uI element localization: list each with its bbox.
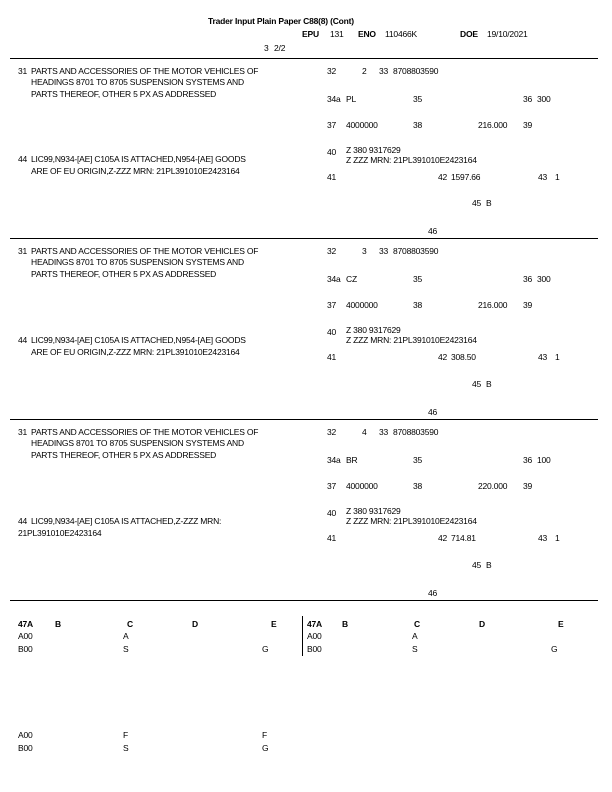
description-line: PARTS AND ACCESSORIES OF THE MOTOR VEHICLES OF — [31, 427, 259, 437]
box-45-value: B — [486, 198, 492, 208]
procedure-code: 4000000 — [346, 120, 378, 130]
page-box-number: 3 — [264, 43, 269, 53]
box-36-label: 36 — [523, 94, 533, 104]
column-e-header: E — [271, 619, 277, 629]
box-47-separator — [302, 616, 303, 656]
preference-code: 100 — [537, 455, 551, 465]
box-37-label: 37 — [327, 300, 337, 310]
description-line: PARTS THEREOF, OTHER 5 PX AS ADDRESSED — [31, 450, 217, 460]
box-45-value: B — [486, 560, 492, 570]
additional-info-line: LIC99,N934-[AE] C105A IS ATTACHED,N954-[AE] GOODS — [31, 154, 246, 164]
box-39-label: 39 — [523, 481, 533, 491]
additional-info-line: ARE OF EU ORIGIN,Z-ZZZ MRN: 21PL391010E2423164 — [31, 347, 240, 357]
previous-document: Z 380 9317629 — [346, 325, 401, 335]
header-divider — [10, 58, 598, 59]
box-42-label: 42 — [438, 533, 448, 543]
tax-type-code: A00 — [307, 631, 322, 641]
tax-column-e: G — [262, 644, 269, 654]
box-44-number: 44 — [18, 516, 28, 526]
country-of-origin: BR — [346, 455, 358, 465]
commodity-code: 8708803590 — [393, 427, 439, 437]
box-45-label: 45 — [472, 379, 482, 389]
tax-column-c: S — [123, 644, 129, 654]
description-line: HEADINGS 8701 TO 8705 SUSPENSION SYSTEMS AND — [31, 438, 244, 448]
additional-info-line: LIC99,N934-[AE] C105A IS ATTACHED,N954-[AE] GOODS — [31, 335, 246, 345]
item-number: 3 — [362, 246, 367, 256]
valuation-method: 1 — [555, 352, 560, 362]
form-title: Trader Input Plain Paper C88(8) (Cont) — [208, 16, 354, 26]
eno-value: 110466K — [385, 29, 418, 39]
country-of-origin: CZ — [346, 274, 357, 284]
box-35-label: 35 — [413, 94, 423, 104]
column-e-header: E — [558, 619, 564, 629]
box-40-label: 40 — [327, 327, 337, 337]
box-37-label: 37 — [327, 481, 337, 491]
valuation-method: 1 — [555, 172, 560, 182]
box-41-label: 41 — [327, 533, 337, 543]
commodity-code: 8708803590 — [393, 246, 439, 256]
item-price: 714.81 — [451, 533, 476, 543]
box-38-label: 38 — [413, 120, 423, 130]
tax-column-c: A — [123, 631, 129, 641]
description-line: HEADINGS 8701 TO 8705 SUSPENSION SYSTEMS AND — [31, 257, 244, 267]
tax-type-code: A00 — [18, 730, 33, 740]
tax-type-code: B00 — [18, 743, 33, 753]
box-31-number: 31 — [18, 427, 28, 437]
box-37-label: 37 — [327, 120, 337, 130]
doe-value: 19/10/2021 — [487, 29, 528, 39]
box-32-label: 32 — [327, 427, 337, 437]
item-number: 4 — [362, 427, 367, 437]
box-47a-label: 47A — [307, 619, 322, 629]
tax-column-e: F — [262, 730, 267, 740]
box-43-label: 43 — [538, 352, 548, 362]
procedure-code: 4000000 — [346, 300, 378, 310]
item-number: 2 — [362, 66, 367, 76]
epu-label: EPU — [302, 29, 319, 39]
box-32-label: 32 — [327, 246, 337, 256]
box-44-number: 44 — [18, 335, 28, 345]
description-line: PARTS THEREOF, OTHER 5 PX AS ADDRESSED — [31, 89, 217, 99]
column-c-header: C — [127, 619, 133, 629]
box-34a-label: 34a — [327, 94, 341, 104]
net-mass: 216.000 — [478, 120, 508, 130]
tax-type-code: B00 — [18, 644, 33, 654]
page-of: 2/2 — [274, 43, 286, 53]
box-46-label: 46 — [428, 588, 438, 598]
box-42-label: 42 — [438, 172, 448, 182]
box-35-label: 35 — [413, 455, 423, 465]
description-line: PARTS THEREOF, OTHER 5 PX AS ADDRESSED — [31, 269, 217, 279]
column-b-header: B — [342, 619, 348, 629]
column-d-header: D — [192, 619, 198, 629]
box-40-label: 40 — [327, 508, 337, 518]
box-36-label: 36 — [523, 455, 533, 465]
preference-code: 300 — [537, 274, 551, 284]
item-divider — [10, 600, 598, 601]
box-36-label: 36 — [523, 274, 533, 284]
box-45-label: 45 — [472, 198, 482, 208]
box-45-value: B — [486, 379, 492, 389]
procedure-code: 4000000 — [346, 481, 378, 491]
box-39-label: 39 — [523, 120, 533, 130]
box-47a-label: 47A — [18, 619, 33, 629]
tax-type-code: B00 — [307, 644, 322, 654]
box-46-label: 46 — [428, 407, 438, 417]
box-34a-label: 34a — [327, 274, 341, 284]
previous-document: Z ZZZ MRN: 21PL391010E2423164 — [346, 516, 477, 526]
tax-column-c: A — [412, 631, 418, 641]
item-divider — [10, 238, 598, 239]
additional-info-line: ARE OF EU ORIGIN,Z-ZZZ MRN: 21PL391010E2423164 — [31, 166, 240, 176]
tax-type-code: A00 — [18, 631, 33, 641]
box-44-number: 44 — [18, 154, 28, 164]
additional-info-line: LIC99,N934-[AE] C105A IS ATTACHED,Z-ZZZ MRN: — [31, 516, 222, 526]
country-of-origin: PL — [346, 94, 356, 104]
valuation-method: 1 — [555, 533, 560, 543]
box-41-label: 41 — [327, 352, 337, 362]
net-mass: 220.000 — [478, 481, 508, 491]
box-33-label: 33 — [379, 427, 389, 437]
box-43-label: 43 — [538, 533, 548, 543]
box-43-label: 43 — [538, 172, 548, 182]
box-39-label: 39 — [523, 300, 533, 310]
box-31-number: 31 — [18, 66, 28, 76]
box-38-label: 38 — [413, 300, 423, 310]
item-divider — [10, 419, 598, 420]
commodity-code: 8708803590 — [393, 66, 439, 76]
box-46-label: 46 — [428, 226, 438, 236]
item-price: 1597.66 — [451, 172, 481, 182]
previous-document: Z 380 9317629 — [346, 506, 401, 516]
description-line: HEADINGS 8701 TO 8705 SUSPENSION SYSTEMS AND — [31, 77, 244, 87]
box-35-label: 35 — [413, 274, 423, 284]
tax-column-e: G — [262, 743, 269, 753]
additional-info-line: 21PL391010E2423164 — [18, 528, 102, 538]
box-33-label: 33 — [379, 66, 389, 76]
epu-value: 131 — [330, 29, 344, 39]
description-line: PARTS AND ACCESSORIES OF THE MOTOR VEHICLES OF — [31, 66, 259, 76]
box-38-label: 38 — [413, 481, 423, 491]
preference-code: 300 — [537, 94, 551, 104]
box-33-label: 33 — [379, 246, 389, 256]
previous-document: Z ZZZ MRN: 21PL391010E2423164 — [346, 155, 477, 165]
box-34a-label: 34a — [327, 455, 341, 465]
item-price: 308.50 — [451, 352, 476, 362]
box-42-label: 42 — [438, 352, 448, 362]
box-45-label: 45 — [472, 560, 482, 570]
description-line: PARTS AND ACCESSORIES OF THE MOTOR VEHICLES OF — [31, 246, 259, 256]
eno-label: ENO — [358, 29, 376, 39]
doe-label: DOE — [460, 29, 478, 39]
box-41-label: 41 — [327, 172, 337, 182]
box-32-label: 32 — [327, 66, 337, 76]
tax-column-e: G — [551, 644, 558, 654]
net-mass: 216.000 — [478, 300, 508, 310]
previous-document: Z 380 9317629 — [346, 145, 401, 155]
column-b-header: B — [55, 619, 61, 629]
box-40-label: 40 — [327, 147, 337, 157]
box-31-number: 31 — [18, 246, 28, 256]
tax-column-c: S — [412, 644, 418, 654]
previous-document: Z ZZZ MRN: 21PL391010E2423164 — [346, 335, 477, 345]
column-c-header: C — [414, 619, 420, 629]
tax-column-c: S — [123, 743, 129, 753]
tax-column-c: F — [123, 730, 128, 740]
column-d-header: D — [479, 619, 485, 629]
